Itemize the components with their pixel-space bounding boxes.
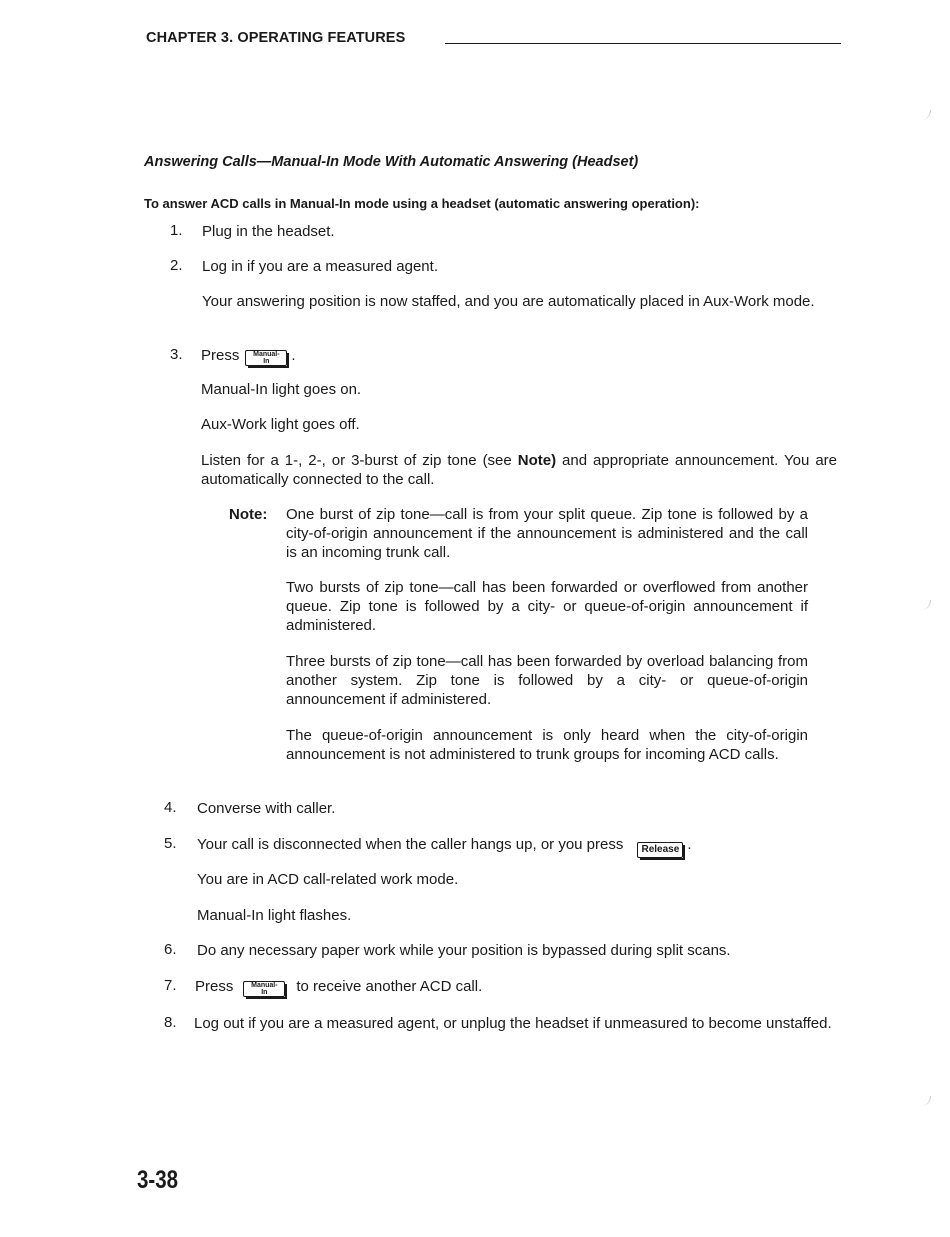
section-title: Answering Calls—Manual-In Mode With Automatic Answering (Headset)	[144, 154, 639, 170]
step-8-text: Log out if you are a measured agent, or unplug the headset if unmeasured to become unstaffed.	[194, 1015, 832, 1032]
release-key-icon: Release	[637, 842, 683, 858]
step-2-number: 2.	[170, 257, 183, 274]
step-7-line	[195, 977, 482, 997]
manual-in-key-icon	[243, 981, 285, 997]
manual-in-key-bottom: In	[261, 989, 268, 996]
chapter-title: CHAPTER 3. OPERATING FEATURES	[146, 30, 406, 46]
step-3-period: .	[291, 347, 296, 364]
margin-mark	[906, 1096, 931, 1106]
note-paragraph-4: The queue-of-origin announcement is only heard when the city-of-origin announcement is not administered to trunk groups for incoming ACD calls.	[286, 727, 808, 763]
step-3-press-label: Press	[201, 347, 240, 364]
step-2-detail: Your answering position is now staffed, and you are automatically placed in Aux-Work mode.	[202, 293, 815, 310]
step-4-number: 4.	[164, 799, 177, 816]
step-2-text: Log in if you are a measured agent.	[202, 258, 438, 275]
step-5-detail-2: Manual-In light flashes.	[197, 907, 352, 924]
margin-mark	[906, 600, 931, 610]
step-5-period: .	[687, 836, 692, 853]
step-5-text: Your call is disconnected when the caller hangs up, or you press	[197, 836, 624, 853]
note-paragraph-1: One burst of zip tone—call is from your split queue. Zip tone is followed by a city-of-origin announcement if the announcement is administered and the call is an incoming trunk call.	[286, 506, 808, 561]
step-7-number: 7.	[164, 977, 177, 994]
step-3-detail-1: Manual-In light goes on.	[201, 381, 362, 398]
page-number: 3-38	[137, 1166, 179, 1194]
step-1-text: Plug in the headset.	[202, 223, 335, 240]
step-6-text: Do any necessary paper work while your position is bypassed during split scans.	[197, 942, 731, 959]
step-3-detail-3	[201, 451, 837, 489]
manual-in-key-top: Manual-	[253, 351, 280, 358]
note-paragraph-2: Two bursts of zip tone—call has been forwarded or overflowed from another queue. Zip tone is followed by a city- or queue-of-origin announcement if administered.	[286, 579, 808, 634]
step-3-line	[201, 346, 296, 366]
step-1-number: 1.	[170, 222, 183, 239]
step-3-number: 3.	[170, 346, 183, 363]
step-5-detail-1: You are in ACD call-related work mode.	[197, 871, 459, 888]
manual-in-key-bottom: In	[263, 358, 270, 365]
note-label: Note:	[229, 506, 268, 523]
section-instruction: To answer ACD calls in Manual-In mode using a headset (automatic answering operation):	[144, 196, 700, 211]
step-5-number: 5.	[164, 835, 177, 852]
step-4-text: Converse with caller.	[197, 800, 336, 817]
manual-in-key-top: Manual-	[251, 982, 278, 989]
step-3-detail-3-bold: Note)	[517, 452, 557, 469]
step-7-text: to receive another ACD call.	[296, 978, 483, 995]
margin-mark	[906, 110, 931, 120]
header-rule	[445, 43, 841, 44]
step-6-number: 6.	[164, 941, 177, 958]
step-7-press-label: Press	[195, 978, 234, 995]
step-8-number: 8.	[164, 1014, 177, 1031]
step-3-detail-3-pre: Listen for a 1-, 2-, or 3-burst of zip tone (see	[201, 452, 518, 469]
step-5-line	[197, 835, 692, 858]
step-3-detail-3-post: and appropriate announcement. You are automatically connected to the call.	[201, 452, 837, 488]
running-header	[146, 30, 841, 50]
manual-in-key-icon	[245, 350, 287, 366]
step-3-detail-2: Aux-Work light goes off.	[201, 416, 360, 433]
note-paragraph-3: Three bursts of zip tone—call has been forwarded by overload balancing from another system. Zip tone is followed by a city- or queue-of-origin announcement if administered.	[286, 653, 808, 708]
